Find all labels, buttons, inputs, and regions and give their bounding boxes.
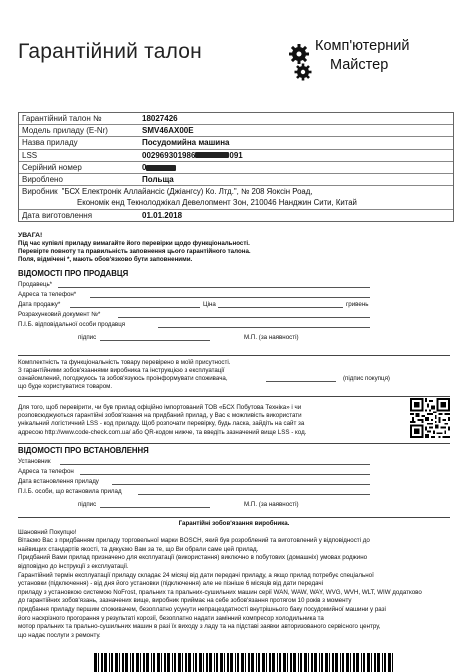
receipt-field[interactable] <box>18 310 450 320</box>
guarantee-line: його наскрізного прогорання у результаті корозії, безоплатно надати замінний компресор холодильника та <box>18 614 324 622</box>
guarantee-greeting: Шановний Покупцю! <box>18 528 77 536</box>
agreement-line: Комплектність та функціональність товару перевірено в моїй присутності. <box>18 359 231 366</box>
info-value <box>142 150 243 161</box>
barcode-bar <box>125 653 128 672</box>
barcode-bar <box>346 653 349 672</box>
barcode-bar <box>283 653 286 672</box>
price-label: Ціна <box>203 301 216 308</box>
barcode-bar <box>335 653 338 672</box>
guarantee-line: Вітаємо Вас з придбанням приладу торговельної марки BOSCH, який був розроблений та виготовлений у відповідності до <box>18 537 370 545</box>
responsible-person-field[interactable] <box>18 320 450 330</box>
barcode-bar <box>304 653 307 672</box>
barcode-bar <box>214 653 215 672</box>
check-line: адресою http://www.code-check.com.ua/ або QR-кодом нижче, та введіть зазначений вище LSS - код. <box>18 428 307 436</box>
agreement-line: ознайомлений, погоджуюсь та зобов'язуюсь проінформувати споживача, <box>18 375 228 382</box>
barcode-bar <box>321 653 323 672</box>
guarantee-line: найвищих стандартів якості, та дякуємо Вам за те, що Ви обрали саме цей прилад. <box>18 545 259 553</box>
divider <box>18 443 450 444</box>
page-title: Гарантійний талон <box>18 40 202 63</box>
warranty-info-table <box>18 112 454 222</box>
barcode-bar <box>377 653 380 672</box>
guarantee-line: приладу з установкою системою NoFrost, пральних та пральних-сушильних машин серії WAN, WAW, WAY, WVG, WVH, WLT, WIW додатково <box>18 588 422 596</box>
installer-field[interactable] <box>18 457 450 467</box>
info-label: Вироблено <box>22 174 63 184</box>
barcode-bar <box>384 653 386 672</box>
field-label: П.І.Б. особи, що встановила прилад <box>18 488 122 495</box>
stamp-label: М.П. (за наявності) <box>244 501 299 508</box>
barcode-bar <box>382 653 383 672</box>
agreement-line: З гарантійними зобов'язаннями виробника та інструкцією з експлуатації <box>18 367 225 374</box>
seller-header: ВІДОМОСТІ ПРО ПРОДАВЦЯ <box>18 269 129 278</box>
brand-line1: Комп'ютерний <box>315 38 410 54</box>
barcode-bar <box>224 653 225 672</box>
barcode-bar <box>237 653 239 672</box>
barcode-bar <box>185 653 187 672</box>
divider <box>18 355 450 356</box>
barcode-bar <box>251 653 254 672</box>
barcode-bar <box>266 653 267 672</box>
barcode-bar <box>132 653 134 672</box>
barcode-bar <box>367 653 370 672</box>
info-row-supplier-2 <box>19 197 453 209</box>
barcode-bar <box>258 653 260 672</box>
barcode-bar <box>241 653 244 672</box>
field-label: Дата продажу* <box>18 301 61 308</box>
guarantee-line: установки (підключення) - від дня його установки (підключення) але не пізніше 6 місяців від дати передачі <box>18 580 323 588</box>
field-line <box>158 327 370 328</box>
field-label: Дата встановлення приладу <box>18 478 99 485</box>
barcode-bar <box>350 653 351 672</box>
barcode-bar <box>167 653 170 672</box>
code-check-block <box>18 404 402 437</box>
info-row-supplier <box>19 186 453 197</box>
agreement-sign-row[interactable] <box>18 375 450 383</box>
warning-line: Під час купівлі приладу вимагайте його перевірки щодо функціональності. <box>18 240 250 247</box>
barcode-bar <box>311 653 313 672</box>
info-row-lss <box>19 150 453 162</box>
barcode-bar <box>172 653 173 672</box>
guarantee-section <box>18 520 450 640</box>
info-value <box>142 162 176 173</box>
info-label: Модель приладу (E-Nr) <box>22 126 108 136</box>
barcode-bar <box>151 653 152 672</box>
barcode-bar <box>290 653 292 672</box>
barcode-bar <box>363 653 365 672</box>
barcode-bar <box>227 653 229 672</box>
seller-section <box>18 270 450 343</box>
field-label: Адреса та телефон* <box>18 291 77 298</box>
barcode-bar <box>119 653 120 672</box>
info-row-made-in <box>19 174 453 186</box>
barcode-bar <box>203 653 204 672</box>
info-label: Дата виготовлення <box>22 210 93 220</box>
info-label: Виробник <box>22 187 58 197</box>
field-label: Установник <box>18 458 51 465</box>
barcode-bar <box>392 653 393 672</box>
barcode-bar <box>269 653 271 672</box>
divider <box>18 396 450 397</box>
barcode-bar <box>235 653 236 672</box>
sign-line <box>100 507 210 508</box>
barcode-bar <box>104 653 107 672</box>
barcode-bar <box>174 653 176 672</box>
barcode-bar <box>136 653 139 672</box>
barcode-bar <box>195 653 197 672</box>
barcode-bar <box>199 653 202 672</box>
barcode-bar <box>153 653 155 672</box>
check-line: розповсюджуються гарантійні зобов'язання на придбаний прилад, у Вас є можливість використати <box>18 412 302 420</box>
barcode-bar <box>319 653 320 672</box>
guarantee-line: придбання приладу першим споживачем, безоплатно усунути непрацездатності внутрішнього баку посудомийної машини у разі <box>18 605 386 613</box>
barcode-bar <box>109 653 110 672</box>
barcode-bar <box>130 653 131 672</box>
guarantee-line: Придбаний Вами прилад призначено для експлуатації (використання) виключно в побутових (домашніх) умовах роджино <box>18 554 368 562</box>
info-label: Серійний номер <box>22 162 82 172</box>
info-row-name <box>19 137 453 149</box>
buyer-sign-label: (підпис покупця) <box>343 375 390 382</box>
install-section <box>18 447 450 510</box>
barcode-bar <box>115 653 118 672</box>
barcode-bar <box>256 653 257 672</box>
field-line <box>118 317 370 318</box>
info-value: 01.01.2018 <box>142 210 183 220</box>
barcode-bar <box>300 653 302 672</box>
supplier-line2: Економік енд Текнолоджікал Девелопмент Зон, 210046 Нанджин Сити, Китай <box>77 198 357 208</box>
barcode-bar <box>340 653 341 672</box>
field-line <box>112 484 370 485</box>
barcode-bar <box>178 653 181 672</box>
barcode <box>94 653 394 672</box>
install-date-field[interactable] <box>18 477 450 487</box>
warning-line: Перевірте повноту та правильність заповнення цього гарантійного талона. <box>18 248 251 255</box>
info-value: SMV46AX00E <box>142 126 194 136</box>
barcode-bar <box>157 653 160 672</box>
warning-line: Поля, відмічені *, мають обов'язково бути заповненими. <box>18 256 193 263</box>
info-row-model <box>19 125 453 137</box>
serial-number: 0 <box>142 162 147 172</box>
barcode-bar <box>329 653 330 672</box>
guarantee-line: Гарантійний термін експлуатації приладу складає 24 місяці від дати передачі приладу, а якщо прилад потребує спеціальної <box>18 571 374 579</box>
barcode-bar <box>356 653 359 672</box>
barcode-bar <box>277 653 278 672</box>
install-header: ВІДОМОСТІ ПРО ВСТАНОВЛЕННЯ <box>18 446 149 455</box>
installer-address-field[interactable] <box>18 467 450 477</box>
barcode-bar <box>220 653 223 672</box>
stamp-label: М.П. (за наявності) <box>244 334 299 341</box>
check-line: Для того, щоб перевірити, чи був прилад офіційно імпортований ТОВ «БСХ Побутова Техніка» і чи <box>18 404 302 411</box>
info-row-date <box>19 210 453 221</box>
guarantee-header: Гарантійні зобов'язання виробника. <box>178 520 290 527</box>
barcode-bar <box>111 653 113 672</box>
info-label: Гарантійний талон № <box>22 114 102 123</box>
guarantee-line: що надає послуги з ремонту. <box>18 631 101 639</box>
field-line <box>90 297 370 298</box>
sign-line <box>100 340 210 341</box>
barcode-bar <box>143 653 145 672</box>
info-value: Посудомийна машина <box>142 138 230 148</box>
sign-label: підпис <box>78 501 97 508</box>
guarantee-line: відповідно до інструкції з експлуатації. <box>18 562 129 570</box>
info-label: LSS <box>22 150 38 160</box>
guarantee-line: до гарантійних зобов'язань, зазначених вище, виробник приймає на себе зобов'язання протягом 10 років з моменту <box>18 597 352 605</box>
barcode-bar <box>161 653 162 672</box>
info-row-warranty-number <box>19 113 453 125</box>
barcode-bar <box>308 653 309 672</box>
redaction <box>195 152 229 158</box>
lss-suffix: 091 <box>229 150 243 160</box>
barcode-bar <box>245 653 246 672</box>
barcode-bar <box>388 653 391 672</box>
guarantee-line: мотор пральних та прально-сушильних машин в разі їх виходу з ладу та на підставі заявки авторизованого сервісного центру, <box>18 623 381 631</box>
buyer-sign-line <box>266 381 336 382</box>
barcode-bar <box>146 653 149 672</box>
sign-label: підпис <box>78 334 97 341</box>
barcode-bar <box>287 653 288 672</box>
barcode-bar <box>206 653 208 672</box>
barcode-bar <box>262 653 265 672</box>
install-sign-row[interactable] <box>18 500 450 510</box>
info-value: 18027426 <box>142 114 178 123</box>
info-label: Назва приладу <box>22 138 78 148</box>
brand-logo <box>288 38 458 82</box>
barcode-bar <box>216 653 218 672</box>
agreement-block <box>18 359 450 391</box>
barcode-bar <box>230 653 233 672</box>
barcode-bar <box>140 653 141 672</box>
barcode-bar <box>293 653 296 672</box>
warning-block <box>18 232 450 264</box>
currency-label: гривень <box>346 301 369 308</box>
field-line <box>80 474 370 475</box>
barcode-bar <box>279 653 281 672</box>
seller-address-field[interactable] <box>18 290 450 300</box>
field-line <box>58 287 370 288</box>
warning-title: УВАГА! <box>18 232 43 239</box>
field-label: Розрахунковий документ №* <box>18 311 101 318</box>
barcode-bar <box>342 653 344 672</box>
barcode-bar <box>182 653 183 672</box>
barcode-bar <box>371 653 372 672</box>
barcode-bar <box>193 653 194 672</box>
sale-date-field[interactable] <box>18 300 450 310</box>
barcode-bar <box>314 653 317 672</box>
barcode-bar <box>94 653 97 672</box>
gear-icon <box>288 42 314 84</box>
qr-code[interactable] <box>410 398 450 438</box>
field-label: П.І.Б. відповідальної особи продавця <box>18 321 126 328</box>
barcode-bar <box>374 653 376 672</box>
barcode-bar <box>209 653 212 672</box>
check-line: унікальний логістичний LSS - код приладу. Щоб розпочати перевірку, будь ласка, зайдіть на сайт за <box>18 420 305 428</box>
barcode-bar <box>248 653 250 672</box>
installer-person-field[interactable] <box>18 487 450 497</box>
barcode-bar <box>332 653 334 672</box>
info-value: Польща <box>142 174 174 184</box>
supplier-line1: "БСХ Електронік Аллайансіс (Джіангсу) Ко. Лтд.", № 208 Яоксін Роад, <box>61 187 313 197</box>
barcode-bar <box>98 653 99 672</box>
seller-sign-row[interactable] <box>18 333 450 343</box>
field-label: Продавець* <box>18 281 53 288</box>
barcode-bar <box>188 653 191 672</box>
barcode-bar <box>101 653 103 672</box>
seller-field[interactable] <box>18 280 450 290</box>
field-line <box>138 494 370 495</box>
divider <box>18 517 450 518</box>
info-row-serial <box>19 162 453 174</box>
barcode-bar <box>164 653 166 672</box>
field-line <box>218 307 343 308</box>
barcode-bar <box>122 653 124 672</box>
field-line <box>60 464 370 465</box>
field-line <box>70 307 200 308</box>
barcode-bar <box>272 653 275 672</box>
barcode-bar <box>353 653 355 672</box>
barcode-bar <box>325 653 328 672</box>
barcode-bar <box>361 653 362 672</box>
field-label: Адреса та телефон <box>18 468 74 475</box>
redaction <box>146 165 176 171</box>
agreement-line: що буде користуватися товаром. <box>18 383 113 390</box>
lss-code: 002969301986 <box>142 150 196 160</box>
barcode-bar <box>298 653 299 672</box>
brand-line2: Майстер <box>330 57 389 73</box>
